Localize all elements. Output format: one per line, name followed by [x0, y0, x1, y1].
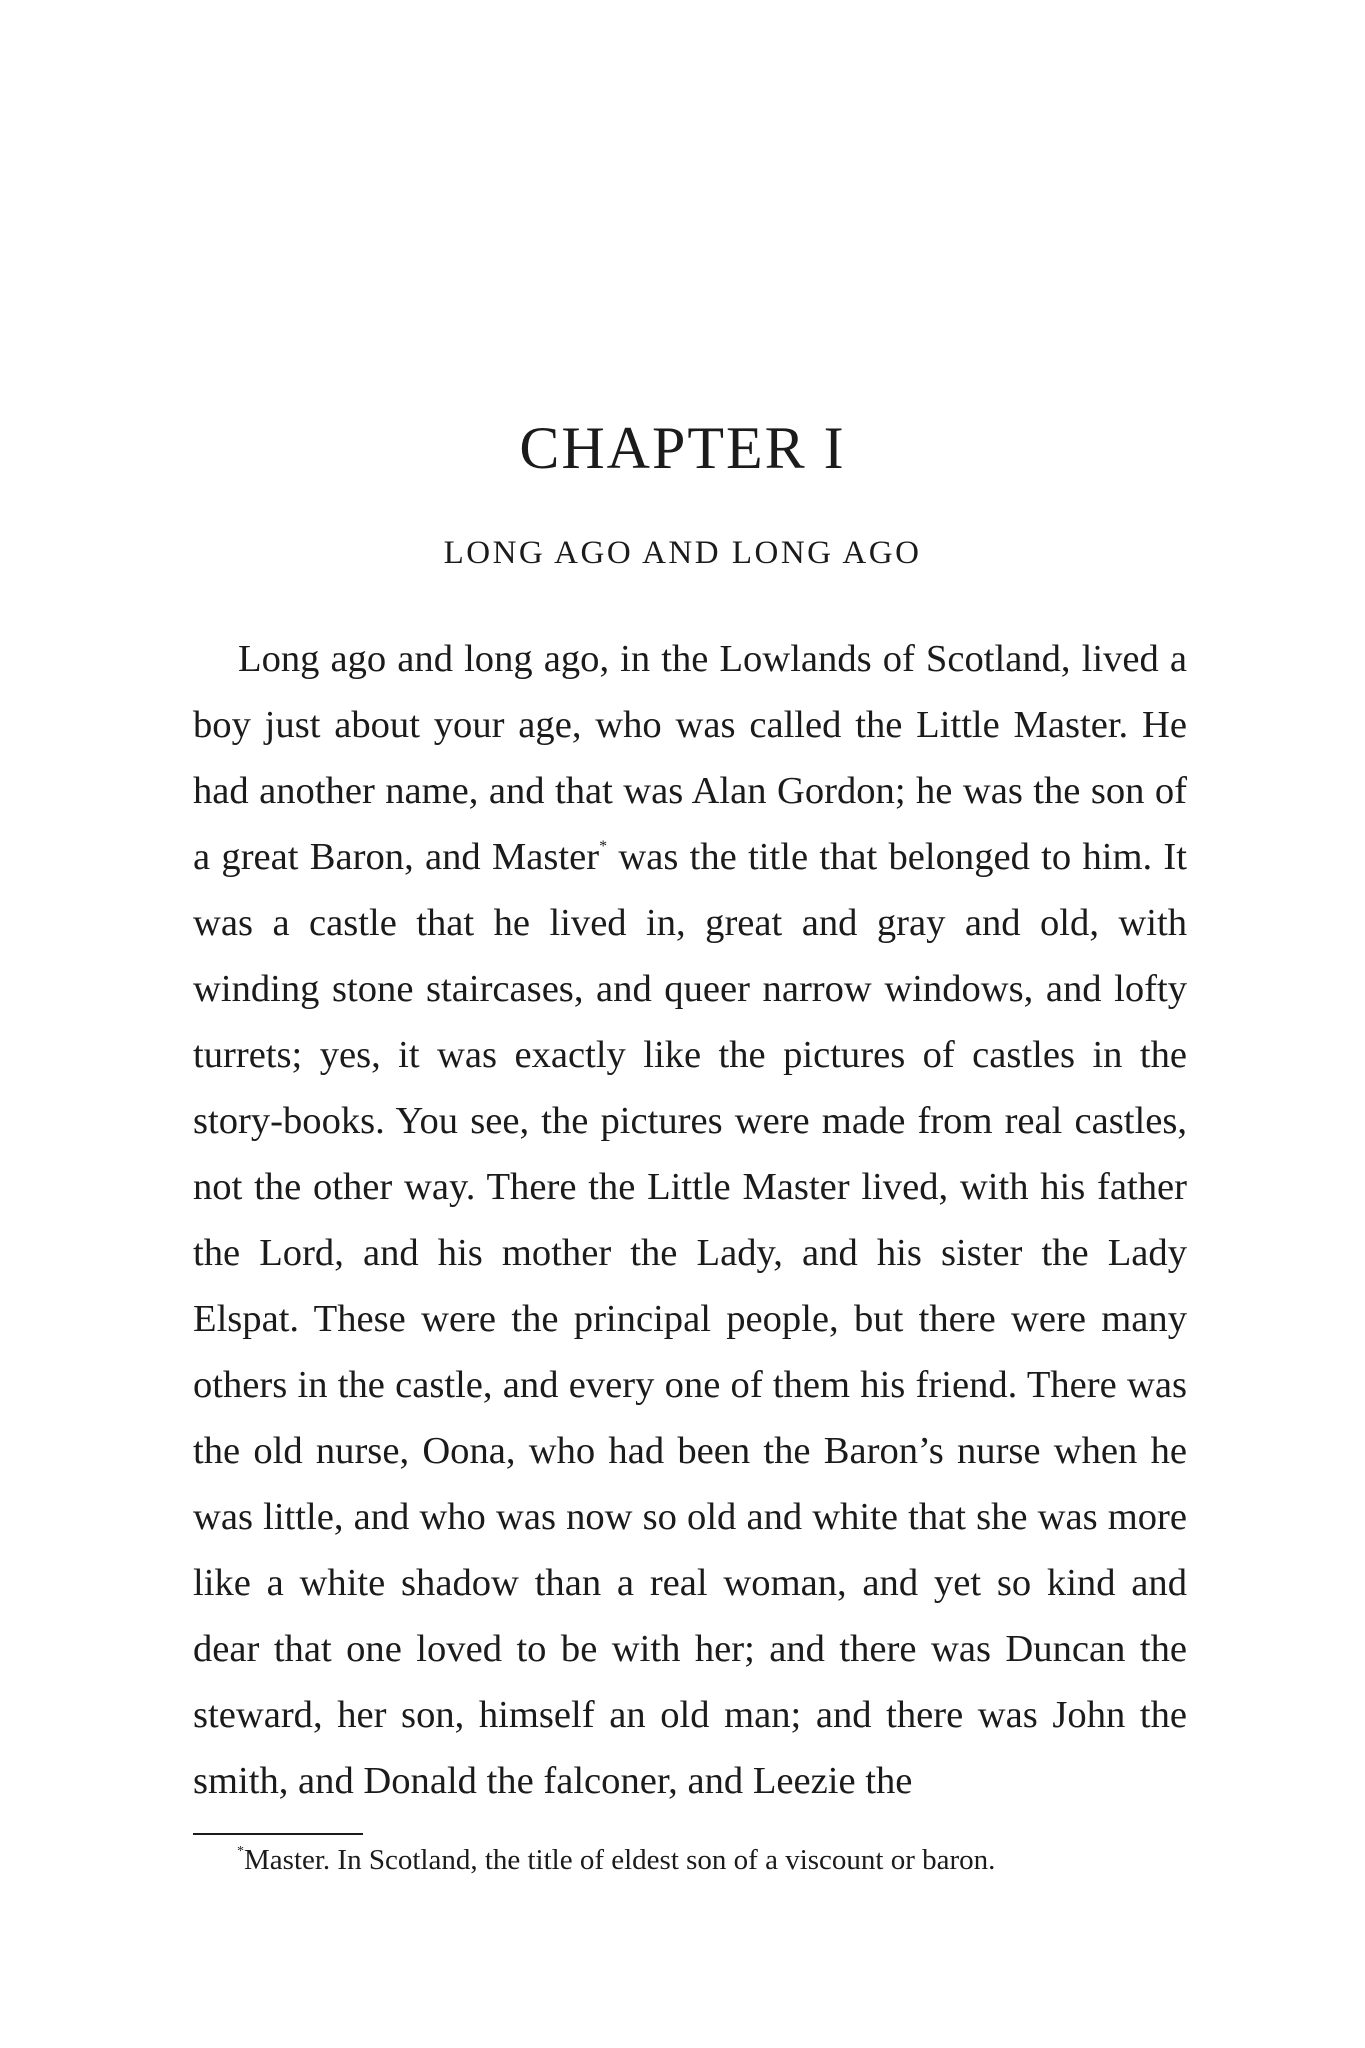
chapter-title: CHAPTER I: [519, 415, 846, 481]
footnote-divider: [193, 1833, 363, 1835]
body-paragraph: [193, 626, 1187, 1814]
footnote-marker: *: [237, 1844, 244, 1859]
footnote-text: Master. In Scotland, the title of eldest son of a viscount or baron.: [244, 1844, 996, 1876]
chapter-subtitle: LONG AGO AND LONG AGO: [443, 535, 922, 571]
footnote: [237, 1838, 1187, 1882]
footnote-reference-marker: *: [599, 838, 608, 855]
body-text-part-2: was the title that belonged to him. It was a castle that he lived in, great and gray and old, with winding stone staircases, and queer narrow windows, and lofty turrets; yes, it was exactly like the pictures of castles in the story-books. You see, the pictures were made from real castles, not the other way. There the Little Master lived, with his father the Lord, and his mother the Lady, and his sister the Lady Elspat. These were the principal people, but there were many others in the castle, and every one of them his friend. There was the old nurse, Oona, who had been the Baron’s nurse when he was little, and who was now so old and white that she was more like a white shadow than a real woman, and yet so kind and dear that one loved to be with her; and there was Duncan the steward, her son, himself an old man; and there was John the smith, and Donald the falconer, and Leezie the: [193, 836, 1187, 1802]
body-text-part-1: Long ago and long ago, in the Lowlands of Scotland, lived a boy just about your age, who was called the Little Master. He had another name, and that was Alan Gordon; he was the son of a great Baron, and Master: [193, 638, 1187, 878]
